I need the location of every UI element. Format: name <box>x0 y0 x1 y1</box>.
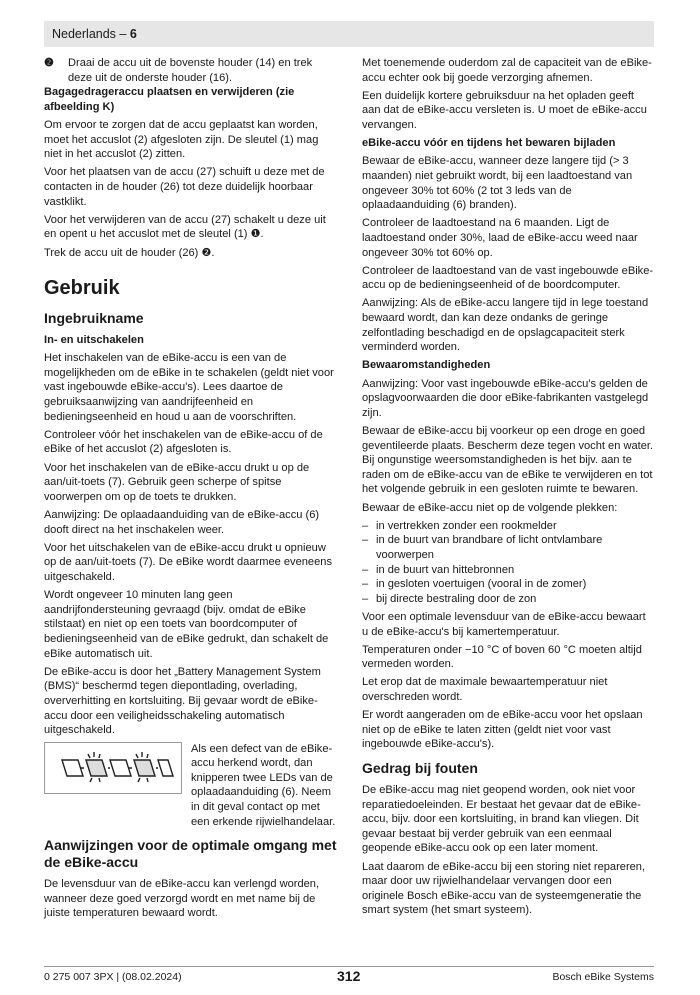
page-header: Nederlands – 6 <box>44 21 654 47</box>
storage-heading: eBike-accu vóór en tijdens het bewaren bijladen <box>362 137 616 150</box>
paragraph: De eBike-accu mag niet geopend worden, ook niet voor reparatiedoeleinden. Er bestaat het gevaar dat de eBike-accu, bijv. door een kortsluiting, in brand kan vliegen. Dit gevaar bestaat bij verder gebruik van een eenmaal geopende eBike-accu ook op een later moment. <box>362 784 641 855</box>
paragraph: De eBike-accu is door het „Battery Management System (BMS)“ beschermd tegen diepontlading, overlading, oververhitting en kortsluiting. Bij gevaar wordt de eBike-accu door een veiligheidsschakeling automatisch uitgeschakeld. <box>44 665 321 737</box>
paragraph: Bewaar de eBike-accu niet op de volgende plekken: <box>362 501 618 514</box>
onoff-heading: In- en uitschakelen <box>44 334 144 347</box>
paragraph: Er wordt aangeraden om de eBike-accu voor het opslaan niet op de eBike te laten zitten (geldt niet voor vast ingebouwde eBike-accu's). <box>362 709 643 751</box>
paragraph: Controleer vóór het inschakelen van de eBike-accu of de eBike of het accuslot (2) afgesloten is. <box>44 428 323 456</box>
subsection-title: Gedrag bij fouten <box>362 760 478 777</box>
led-indicator-figure <box>44 742 182 794</box>
blinking-leds-icon <box>48 748 178 788</box>
footer-divider <box>44 966 654 967</box>
right-column <box>362 56 654 922</box>
subsection-title: Ingebruikname <box>44 310 144 327</box>
paragraph: Bewaar de eBike-accu bij voorkeur op een droge en goed geventileerde plaats. Bescherm deze tegen vocht en water. Bij ongunstige weersomstandigheden is het bijv. aan te raden om de eBike-accu van de eBike te verwijderen en tot het volgende gebruik in een gesloten ruimte te bewaren. <box>362 425 654 496</box>
carrier-paragraph: Voor het plaatsen van de accu (27) schuift u deze met de contacten in de houder (26) tot deze duidelijk hoorbaar vastklikt. <box>44 166 325 208</box>
led-warning <box>44 742 339 830</box>
paragraph: Met toenemende ouderdom zal de capaciteit van de eBike-accu echter ook bij goede verzorging afnemen. <box>362 57 652 84</box>
note-paragraph: Aanwijzing: Als de eBike-accu langere tijd in lege toestand bewaard wordt, dan kan deze ondanks de geringe zelfontlading beschadigd en de opslagcapaciteit sterk verminderd worden. <box>362 297 649 354</box>
paragraph: Controleer de laadtoestand van de vast ingebouwde eBike-accu op de bedieningseenheid of de boordcomputer. <box>362 264 654 292</box>
paragraph: Wordt ongeveer 10 minuten lang geen aandrijfondersteuning gevraagd (bijv. omdat de eBike stilstaat) en niet op een toets van boordcomputer of bedieningseenheid van de eBike gedrukt, dan schakelt de eBike automatisch uit. <box>44 589 329 660</box>
paragraph: Bewaar de eBike-accu, wanneer deze langere tijd (> 3 maanden) niet gebruikt wordt, bij een laadtoestand van ongeveer 30% tot 60% (2 tot 3 leds van de oplaadaanduiding (6) branden). <box>362 155 633 212</box>
header-page: 6 <box>129 27 137 41</box>
note-paragraph: Aanwijzing: De oplaadaanduiding van de eBike-accu (6) dooft direct na het inschakelen weer. <box>44 509 320 536</box>
led-warning-text: Als een defect van de eBike-accu herkend wordt, dan knipperen twee LEDs van de oplaadaanduiding (6). Neem in dit geval contact op met een erkende rijwielhandelaar. <box>191 742 336 828</box>
footer-brand: Bosch eBike Systems <box>552 971 654 983</box>
carrier-paragraph: Voor het verwijderen van de accu (27) schakelt u deze uit en opent u het accuslot met de sleutel (1) ❶. <box>44 213 326 241</box>
paragraph: Voor het inschakelen van de eBike-accu drukt u op de aan/uit-toets (7). Gebruik geen scherpe of spitse voorwerpen om op de toets te drukken. <box>44 461 310 503</box>
paragraph: Laat daarom de eBike-accu bij een storing niet repareren, maar door uw rijwielhandelaar vervangen door een originele Bosch eBike-accu van de systeemgeneratie the smart system (het smart systeem). <box>362 860 646 917</box>
paragraph: Controleer de laadtoestand na 6 maanden. Ligt de laadtoestand onder 30%, laad de eBike-accu weed naar ongeveer 30% tot 60% op. <box>362 217 638 259</box>
paragraph: Het inschakelen van de eBike-accu is een van de mogelijkheden om de eBike in te schakelen (geldt niet voor vast ingebouwde eBike-accu's). Lees daartoe de gebruiksaanwijzing van aandrijfeenheid en bedieningseenheid en houd u aan de voorschriften. <box>44 352 334 423</box>
carrier-paragraph: Trek de accu uit de houder (26) ❷. <box>44 246 215 259</box>
step-2 <box>44 56 339 85</box>
carrier-paragraph: Om ervoor te zorgen dat de accu geplaatst kan worden, moet het accuslot (2) afgesloten zijn. De sleutel (1) mag niet in het accuslot (2) zitten. <box>44 118 319 161</box>
subsection-title: Aanwijzingen voor de optimale omgang met de eBike-accu <box>44 837 337 871</box>
paragraph: Een duidelijk kortere gebruiksduur na het opladen geeft aan dat de eBike-accu versleten is. U moet de eBike-accu vervangen. <box>362 89 647 131</box>
step-2-text: Draai de accu uit de bovenste houder (14) en trek deze uit de onderste houder (16). <box>68 57 313 84</box>
paragraph: De levensduur van de eBike-accu kan verlengd worden, wanneer deze goed verzorgd wordt en met name bij de juiste temperaturen bewaard wordt. <box>44 878 320 920</box>
step-2-marker: ❷ <box>44 57 54 69</box>
paragraph: Voor een optimale levensduur van de eBike-accu bewaart u de eBike-accu's bij kamertemperatuur. <box>362 610 646 638</box>
section-title: Gebruik <box>44 277 120 300</box>
list-item: – bij directe bestraling door de zon <box>362 592 537 605</box>
footer-page-number: 312 <box>337 968 361 984</box>
list-item: – in de buurt van hittebronnen <box>362 563 515 576</box>
conditions-heading: Bewaaromstandigheden <box>362 359 491 372</box>
paragraph: Temperaturen onder −10 °C of boven 60 °C moeten altijd vermeden worden. <box>362 643 642 671</box>
note-paragraph: Aanwijzing: Voor vast ingebouwde eBike-accu's gelden de opslagvoorwaarden die door eBike-fabrikanten vastgelegd zijn. <box>362 377 649 419</box>
list-item: – in vertrekken zonder een rookmelder <box>362 519 557 532</box>
left-column <box>44 56 339 925</box>
footer-doc-id: 0 275 007 3PX | (08.02.2024) <box>44 971 182 983</box>
paragraph: Voor het uitschakelen van de eBike-accu drukt u opnieuw op de aan/uit-toets (7). De eBike wordt daarmee eveneens uitgeschakeld. <box>44 541 332 583</box>
carrier-heading: Bagagedrageraccu plaatsen en verwijderen (zie afbeelding K) <box>44 86 295 113</box>
list-item: – in de buurt van brandbare of licht ontvlambare voorwerpen <box>362 534 603 561</box>
paragraph: Let erop dat de maximale bewaartemperatuur niet overschreden wordt. <box>362 676 608 704</box>
header-language: Nederlands <box>52 27 116 41</box>
storage-list <box>362 519 654 607</box>
list-item: – in gesloten voertuigen (vooral in de zomer) <box>362 578 587 591</box>
